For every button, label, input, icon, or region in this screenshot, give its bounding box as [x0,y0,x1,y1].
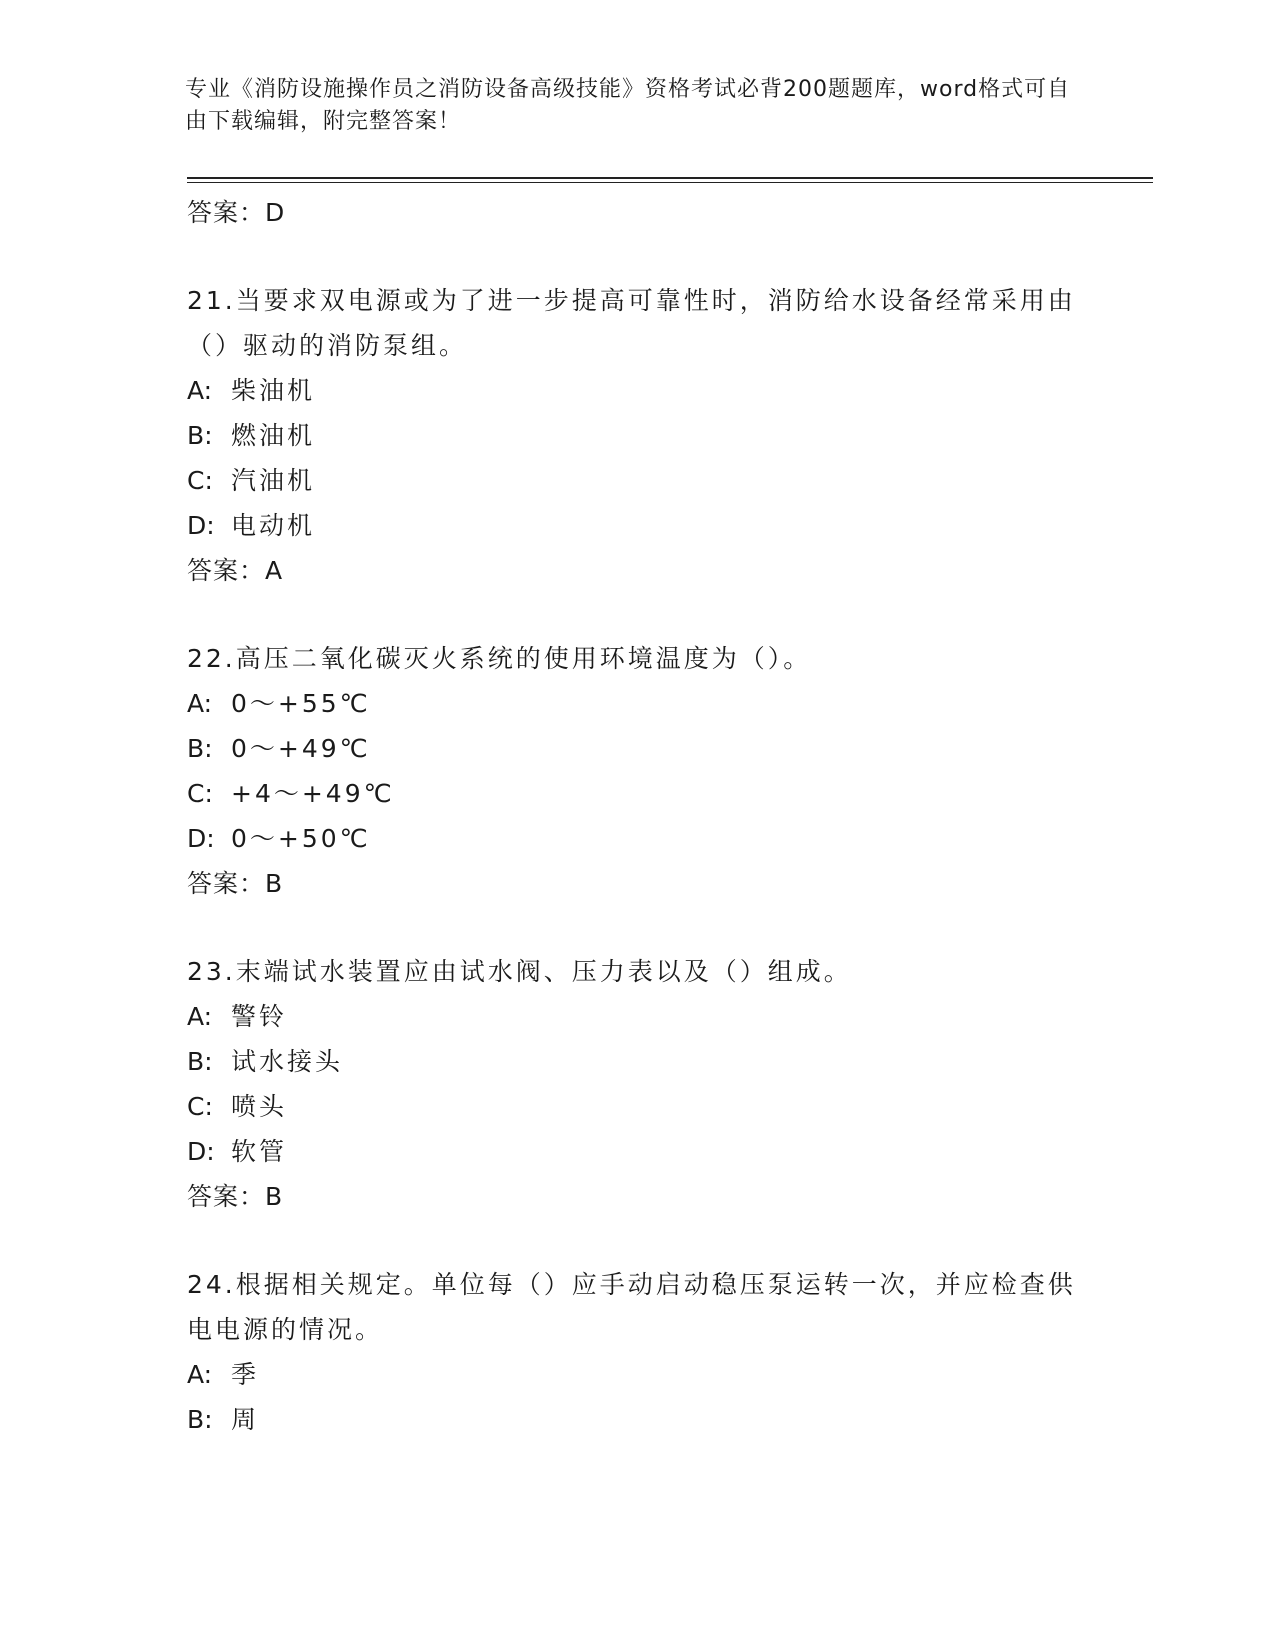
option-d [187,1129,1087,1174]
question-24 [187,1262,1087,1442]
option-a [187,368,1087,413]
answer-21: 答案：A [187,556,284,585]
option-label: D: [187,824,215,853]
option-d [187,503,1087,548]
option-text: 0～+55℃ [231,689,371,718]
option-text: 0～+50℃ [231,824,371,853]
answer-22: 答案：B [187,869,284,898]
question-22 [187,636,1087,906]
question-text: 21.当要求双电源或为了进一步提高可靠性时，消防给水设备经常采用由（）驱动的消防泵组。 [187,286,1076,360]
option-b [187,1397,1087,1442]
option-label: C: [187,779,213,808]
option-label: C: [187,466,213,495]
question-21 [187,278,1087,593]
option-b [187,413,1087,458]
option-text: 0～+49℃ [231,734,371,763]
question-text: 23.末端试水装置应由试水阀、压力表以及（）组成。 [187,957,852,986]
option-c [187,771,1087,816]
question-23 [187,949,1087,1219]
option-text: 季 [231,1360,260,1389]
option-label: C: [187,1092,213,1121]
option-label: A: [187,1360,213,1389]
option-label: B: [187,421,213,450]
question-list [187,190,1087,1442]
option-text: 软管 [231,1137,288,1166]
question-text: 24.根据相关规定。单位每（）应手动启动稳压泵运转一次，并应检查供电电源的情况。 [187,1270,1076,1344]
header-divider-thin [187,182,1153,183]
option-label: B: [187,1405,213,1434]
answer-23: 答案：B [187,1182,284,1211]
option-text: 警铃 [231,1002,288,1031]
option-text: +4～+49℃ [231,779,395,808]
option-text: 喷头 [231,1092,288,1121]
option-a [187,1352,1087,1397]
option-a [187,681,1087,726]
option-text: 燃油机 [231,421,316,450]
option-text: 柴油机 [231,376,316,405]
option-d [187,816,1087,861]
option-a [187,994,1087,1039]
option-label: A: [187,1002,213,1031]
option-text: 周 [231,1405,260,1434]
option-label: D: [187,511,215,540]
option-label: B: [187,734,213,763]
option-c [187,458,1087,503]
page-header: 专业《消防设施操作员之消防设备高级技能》资格考试必背200题题库，word格式可自由下载编辑，附完整答案！ [185,77,1071,134]
option-label: B: [187,1047,213,1076]
option-label: A: [187,689,213,718]
option-text: 试水接头 [231,1047,344,1076]
answer-20: 答案：D [187,198,286,227]
option-label: A: [187,376,213,405]
question-text: 22.高压二氧化碳灭火系统的使用环境温度为（）。 [187,644,812,673]
option-label: D: [187,1137,215,1166]
option-b [187,726,1087,771]
option-text: 电动机 [231,511,316,540]
option-b [187,1039,1087,1084]
option-c [187,1084,1087,1129]
option-text: 汽油机 [231,466,316,495]
header-divider [187,177,1153,179]
